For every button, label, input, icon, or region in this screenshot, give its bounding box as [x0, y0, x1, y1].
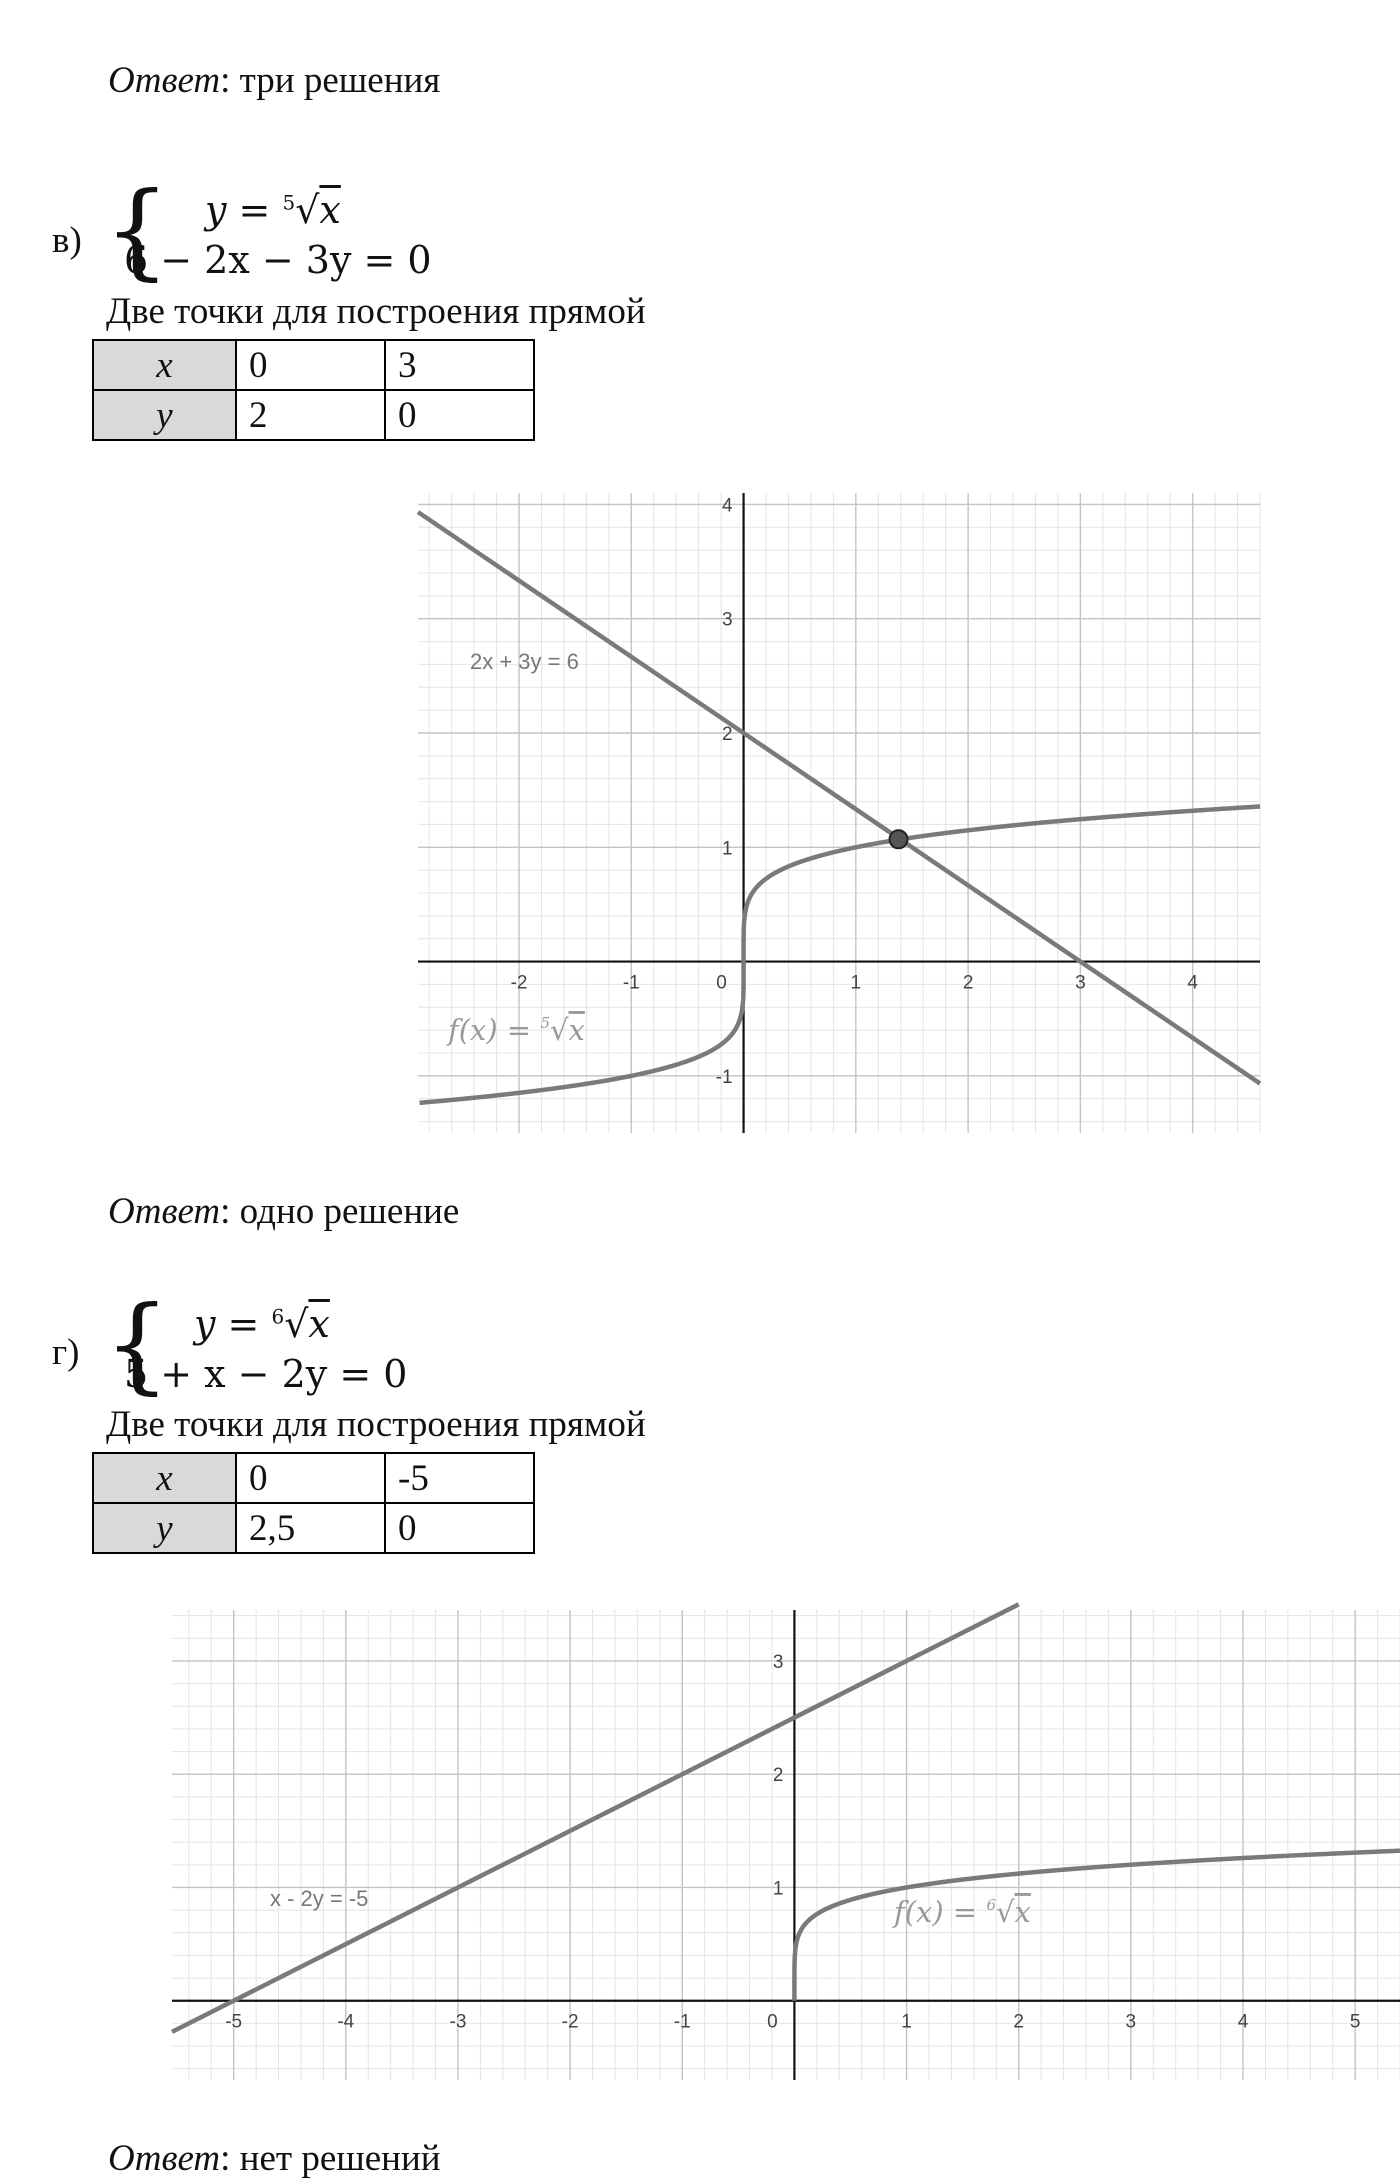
x-tick-label: -4: [337, 2011, 355, 2033]
table-cell: 2: [236, 390, 385, 440]
part-v-equation-2: 6 − 2x − 3y = 0: [124, 238, 432, 282]
table-cell: 3: [385, 340, 534, 390]
answer-no-solutions: [108, 2140, 441, 2177]
x-tick-label: 0: [767, 2011, 778, 2033]
answer-text: : нет решений: [220, 2138, 441, 2179]
y-tick-label: 1: [721, 838, 733, 860]
intersection-point: [890, 830, 908, 848]
answer-text: : три решения: [220, 60, 441, 101]
grid: [172, 1610, 1400, 2080]
answer-label: Ответ: [108, 60, 221, 101]
part-v-equation-1: y = $^5$√x: [205, 188, 341, 232]
part-g-points-table: [92, 1452, 535, 1554]
answer-label: Ответ: [108, 1191, 221, 1232]
y-tick-label: 1: [772, 1878, 784, 1900]
straight-line: [172, 1604, 1019, 2032]
x-tick-label: 1: [901, 2011, 912, 2033]
table-cell: 0: [236, 1453, 385, 1503]
tick-labels: [511, 495, 1199, 1087]
y-tick-label: -1: [715, 1066, 733, 1088]
root-function-curve: [420, 807, 1260, 1103]
x-tick-label: 0: [716, 972, 727, 994]
x-tick-label: 5: [1349, 2011, 1361, 2033]
table-cell: 0: [385, 390, 534, 440]
part-v-points-table: [92, 339, 535, 441]
table-header-x: x: [93, 340, 236, 390]
function-label: f(x) = $^5$√x: [448, 1013, 585, 1047]
part-g-letter: г): [52, 1332, 80, 1373]
answer-three-solutions: [108, 62, 440, 99]
part-v-graph: [418, 493, 1260, 1133]
answer-label: Ответ: [108, 2138, 221, 2179]
x-tick-label: -2: [510, 972, 528, 994]
x-tick-label: -1: [622, 972, 640, 994]
x-tick-label: -1: [673, 2011, 691, 2033]
part-g-points-caption: Две точки для построения прямой: [106, 1404, 646, 1445]
table-header-y: y: [93, 1503, 236, 1553]
answer-one-solution: [108, 1193, 459, 1230]
x-tick-label: 2: [962, 972, 974, 994]
table-row: [93, 340, 534, 390]
table-cell: 2,5: [236, 1503, 385, 1553]
answer-text: : одно решение: [220, 1191, 460, 1232]
part-g-equation-1: y = $^6$√x: [194, 1302, 330, 1346]
x-tick-label: -5: [225, 2011, 243, 2033]
part-v-points-caption: Две точки для построения прямой: [106, 291, 646, 332]
part-v-letter: в): [52, 220, 82, 261]
function-label: f(x) = $^6$√x: [894, 1895, 1031, 1929]
x-tick-label: 4: [1187, 972, 1198, 994]
y-tick-label: 2: [772, 1765, 784, 1787]
line-equation-label: x - 2y = -5: [270, 1886, 369, 1911]
table-cell: -5: [385, 1453, 534, 1503]
system-brace: {: [104, 1283, 171, 1405]
table-row: [93, 390, 534, 440]
x-tick-label: -2: [561, 2011, 579, 2033]
y-tick-label: 4: [721, 495, 733, 517]
straight-line: [418, 512, 1260, 1083]
table-header-x: x: [93, 1453, 236, 1503]
table-cell: 0: [385, 1503, 534, 1553]
part-g-graph: [172, 1610, 1400, 2080]
line-equation-label: 2x + 3y = 6: [470, 649, 579, 674]
table-row: [93, 1503, 534, 1553]
x-tick-label: 1: [850, 972, 862, 994]
system-brace: {: [104, 169, 171, 291]
part-g-equation-2: 5 + x − 2y = 0: [124, 1352, 408, 1396]
y-tick-label: 3: [772, 1651, 784, 1673]
x-tick-label: 3: [1125, 2011, 1137, 2033]
y-tick-label: 3: [721, 609, 733, 631]
y-tick-label: 2: [721, 724, 733, 745]
table-cell: 0: [236, 340, 385, 390]
x-tick-label: -3: [449, 2011, 467, 2033]
axes: [172, 1610, 1400, 2080]
x-tick-label: 3: [1075, 972, 1086, 994]
x-tick-label: 4: [1237, 2011, 1249, 2033]
x-tick-label: 2: [1013, 2011, 1024, 2033]
table-header-y: y: [93, 390, 236, 440]
table-row: [93, 1453, 534, 1503]
